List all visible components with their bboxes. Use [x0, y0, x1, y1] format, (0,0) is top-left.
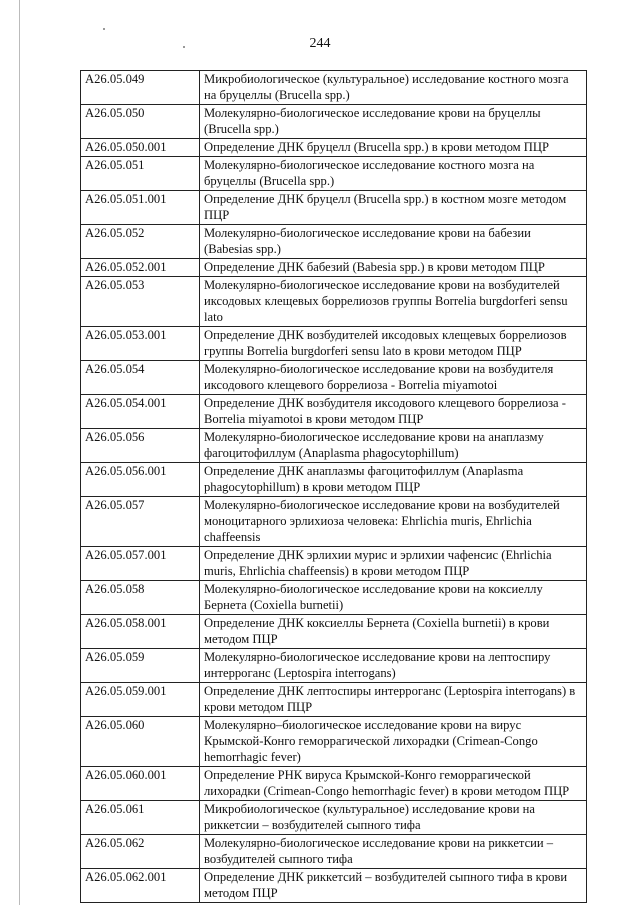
table-row [81, 869, 587, 903]
table-row [81, 429, 587, 463]
service-code-cell: A26.05.054.001 [81, 395, 200, 429]
service-code-cell: A26.05.056 [81, 429, 200, 463]
service-name-cell: Молекулярно-биологическое исследование крови на бруцеллы (Brucella spp.) [200, 105, 587, 139]
table-row [81, 463, 587, 497]
service-code-cell: A26.05.062.001 [81, 869, 200, 903]
service-name-cell: Молекулярно-биологическое исследование крови на риккетсии – возбудителей сыпного тифа [200, 835, 587, 869]
table-row [81, 139, 587, 157]
table-row [81, 225, 587, 259]
scan-margin-line [19, 0, 20, 905]
table-row [81, 801, 587, 835]
table-row [81, 615, 587, 649]
service-name-cell: Молекулярно-биологическое исследование костного мозга на бруцеллы (Brucella spp.) [200, 157, 587, 191]
page-number: 244 [309, 36, 331, 51]
service-name-cell: Определение ДНК возбудителей иксодовых клещевых боррелиозов группы Borrelia burgdorferi sensu lato в крови методом ПЦР [200, 327, 587, 361]
service-code-cell: A26.05.059 [81, 649, 200, 683]
service-name-cell: Определение ДНК эрлихии мурис и эрлихии чафенсис (Ehrlichia muris, Ehrlichia chaffeensis) в крови методом ПЦР [200, 547, 587, 581]
service-code-cell: A26.05.052.001 [81, 259, 200, 277]
table-row [81, 259, 587, 277]
service-name-cell: Определение РНК вируса Крымской-Конго геморрагической лихорадки (Crimean-Congo hemorrhagic fever) в крови методом ПЦР [200, 767, 587, 801]
service-name-cell: Определение ДНК бабезий (Babesia spp.) в крови методом ПЦР [200, 259, 587, 277]
service-name-cell: Определение ДНК риккетсий – возбудителей сыпного тифа в крови методом ПЦР [200, 869, 587, 903]
service-code-cell: A26.05.062 [81, 835, 200, 869]
service-code-cell: A26.05.051.001 [81, 191, 200, 225]
service-name-cell: Молекулярно–биологическое исследование крови на вирус Крымской-Конго геморрагической лихорадки (Crimean-Congo hemorrhagic fever) [200, 717, 587, 767]
table-row [81, 581, 587, 615]
service-code-cell: A26.05.059.001 [81, 683, 200, 717]
table-row [81, 717, 587, 767]
table-row [81, 191, 587, 225]
service-name-cell: Молекулярно-биологическое исследование крови на коксиеллу Бернета (Coxiella burnetii) [200, 581, 587, 615]
service-code-cell: A26.05.052 [81, 225, 200, 259]
service-name-cell: Молекулярно-биологическое исследование крови на возбудителей иксодовых клещевых боррелиозов группы Borrelia burgdorferi sensu lato [200, 277, 587, 327]
table-row [81, 327, 587, 361]
service-name-cell: Микробиологическое (культуральное) исследование костного мозга на бруцеллы (Brucella spp.) [200, 71, 587, 105]
table-row [81, 683, 587, 717]
service-code-cell: A26.05.053 [81, 277, 200, 327]
table-row [81, 277, 587, 327]
table-row [81, 71, 587, 105]
table-row [81, 105, 587, 139]
service-name-cell: Микробиологическое (культуральное) исследование крови на риккетсии – возбудителей сыпного тифа [200, 801, 587, 835]
service-code-cell: A26.05.057.001 [81, 547, 200, 581]
service-code-cell: A26.05.058 [81, 581, 200, 615]
scan-speck [103, 28, 105, 30]
table-row [81, 395, 587, 429]
service-name-cell: Определение ДНК возбудителя иксодового клещевого боррелиоза - Borrelia miyamotoi в крови методом ПЦР [200, 395, 587, 429]
service-code-cell: A26.05.060 [81, 717, 200, 767]
service-name-cell: Молекулярно-биологическое исследование крови на лептоспиру интерроганс (Leptospira interrogans) [200, 649, 587, 683]
service-name-cell: Определение ДНК бруцелл (Brucella spp.) в крови методом ПЦР [200, 139, 587, 157]
service-name-cell: Молекулярно-биологическое исследование крови на анаплазму фагоцитофиллум (Anaplasma phagocytophillum) [200, 429, 587, 463]
table-row [81, 835, 587, 869]
service-code-cell: A26.05.051 [81, 157, 200, 191]
service-name-cell: Определение ДНК бруцелл (Brucella spp.) в костном мозге методом ПЦР [200, 191, 587, 225]
table-row [81, 649, 587, 683]
service-code-cell: A26.05.049 [81, 71, 200, 105]
service-code-cell: A26.05.061 [81, 801, 200, 835]
service-name-cell: Молекулярно-биологическое исследование крови на бабезии (Babesias spp.) [200, 225, 587, 259]
service-code-cell: A26.05.053.001 [81, 327, 200, 361]
service-code-cell: A26.05.060.001 [81, 767, 200, 801]
table-row [81, 767, 587, 801]
table-row [81, 157, 587, 191]
table-row [81, 497, 587, 547]
services-table [80, 70, 587, 903]
table-row [81, 547, 587, 581]
services-table-body [81, 71, 587, 903]
service-code-cell: A26.05.056.001 [81, 463, 200, 497]
service-code-cell: A26.05.058.001 [81, 615, 200, 649]
service-name-cell: Определение ДНК анаплазмы фагоцитофиллум (Anaplasma phagocytophillum) в крови методом ПЦР [200, 463, 587, 497]
service-name-cell: Определение ДНК лептоспиры интерроганс (Leptospira interrogans) в крови методом ПЦР [200, 683, 587, 717]
service-code-cell: A26.05.050 [81, 105, 200, 139]
service-name-cell: Определение ДНК коксиеллы Бернета (Coxiella burnetii) в крови методом ПЦР [200, 615, 587, 649]
table-row [81, 361, 587, 395]
service-code-cell: A26.05.057 [81, 497, 200, 547]
service-name-cell: Молекулярно-биологическое исследование крови на возбудителей моноцитарного эрлихиоза человека: Ehrlichia muris, Ehrlichia chaffeensis [200, 497, 587, 547]
service-code-cell: A26.05.054 [81, 361, 200, 395]
service-name-cell: Молекулярно-биологическое исследование крови на возбудителя иксодового клещевого боррелиоза - Borrelia miyamotoi [200, 361, 587, 395]
service-code-cell: A26.05.050.001 [81, 139, 200, 157]
